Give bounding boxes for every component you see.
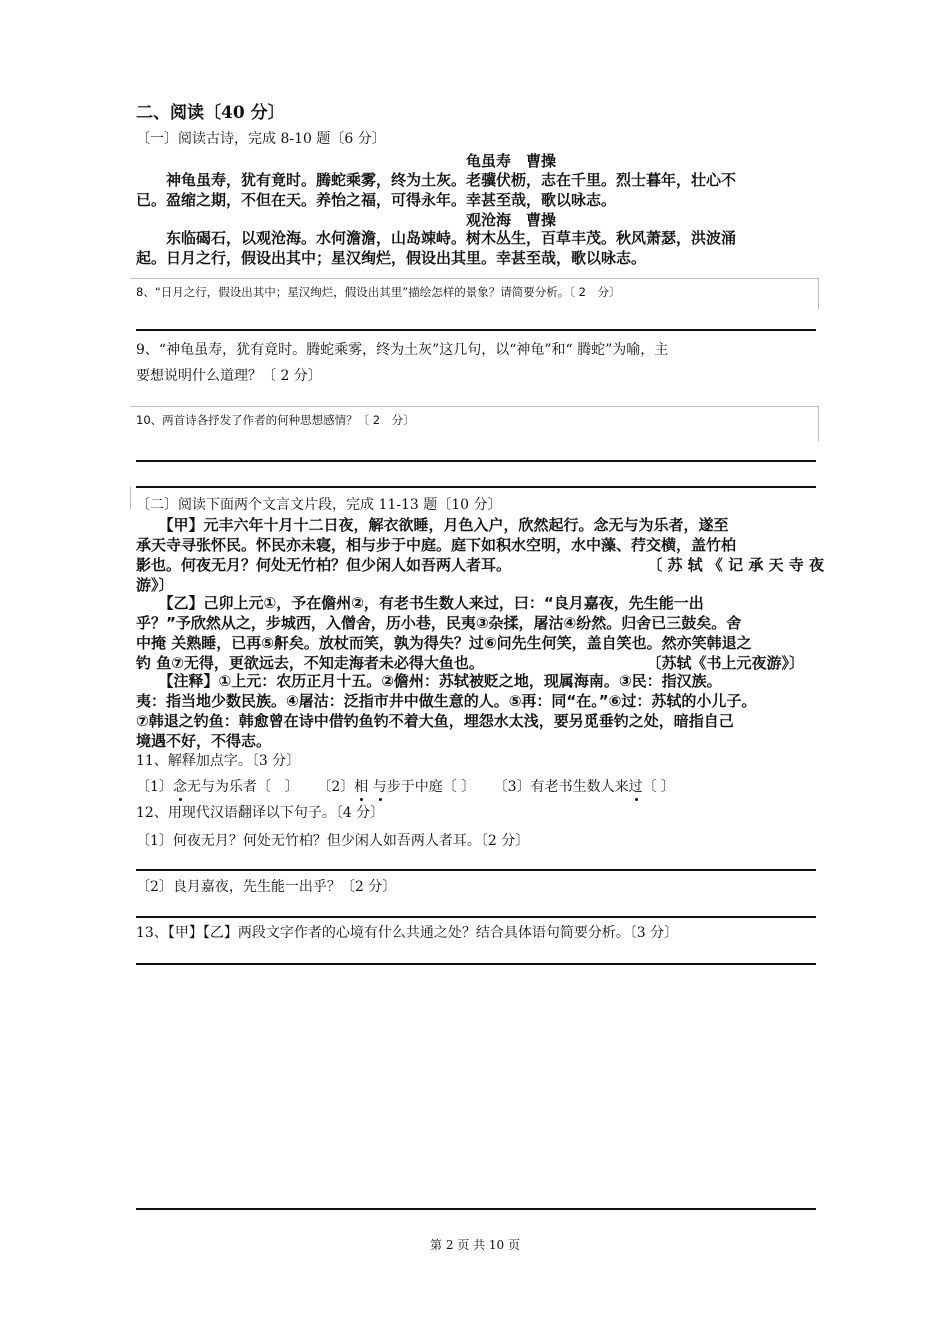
poem2-line: 起。日月之行，假设出其中；星汉绚烂，假设出其里。幸甚至哉，歌以咏志。	[136, 249, 647, 267]
passage-jia-line	[136, 555, 824, 575]
q11-item-1-text: 无与为乐者〔 〕	[186, 779, 299, 795]
passage-yi-text: 钓 鱼⑦无得，更欲远去，不知走海者未必得大鱼也。	[136, 654, 484, 672]
q11-item-2-prefix: 〔2〕	[317, 779, 355, 795]
part2-frame	[130, 487, 131, 509]
passage-yi-source: 〔苏轼《书上元夜游》〕	[646, 654, 804, 672]
passage-jia-source: 〔 苏 轼 《 记 承 天 寺 夜	[647, 556, 824, 574]
question-12: 12、用现代汉语翻译以下句子。〔4 分〕	[136, 805, 385, 821]
notes-line: ⑦韩退之钓鱼：韩愈曾在诗中借钓鱼钓不着大鱼，埋怨水太浅，要另觅垂钓之处，暗指自己	[136, 712, 734, 730]
page-number: 第 2 页 共 10 页	[430, 1238, 520, 1252]
question-11-items	[136, 774, 816, 800]
passage-yi-line: 中掩 关熟睡，已再⑤鼾矣。放杖而笑，孰为得失？过⑥问先生何笑，盖自笑也。然亦笑韩退之	[136, 634, 752, 652]
part2-heading: 〔二〕阅读下面两个文言文片段，完成 11-13 题〔10 分〕	[136, 497, 502, 513]
answer-line-q13[interactable]	[136, 963, 816, 965]
answer-line-q12-1[interactable]	[136, 869, 816, 871]
passage-jia-line: 游》〕	[136, 576, 174, 594]
question-9	[136, 337, 816, 389]
q11-dotted-char: 相	[354, 779, 369, 795]
q11-item-3-prefix: 〔3〕有老书生数人来	[493, 779, 629, 795]
q11-item-3-text: 〔 〕	[642, 779, 676, 795]
poem2-line: 东临碣石，以观沧海。水何澹澹，山岛竦峙。树木丛生，百草丰茂。秋风萧瑟，洪波涌	[166, 229, 737, 247]
section-title: 二、阅读〔40 分〕	[136, 103, 285, 123]
passage-jia-text: 影也。何夜无月？何处无竹柏？但少闲人如吾两人者耳。	[136, 556, 512, 574]
notes-line: 境遇不好，不得志。	[136, 732, 272, 750]
question-9-line: 要想说明什么道理？〔 2 分〕	[136, 368, 322, 384]
question-10: 10、两首诗各抒发了作者的何种思想感情？〔 2 分〕	[136, 413, 415, 427]
poem1-title: 龟虽寿 曹操	[465, 152, 556, 170]
notes-line: 【注释】①上元：农历正月十五。②儋州：苏轼被贬之地，现属海南。③民：指汉族。	[136, 672, 722, 690]
q11-item-3[interactable]	[494, 779, 675, 795]
passage-yi	[136, 593, 824, 673]
poem2-title: 观沧海 曹操	[465, 211, 556, 229]
question-11: 11、解释加点字。〔3 分〕	[136, 753, 301, 769]
question-9-line: 9、“神龟虽寿，犹有竟时。腾蛇乘雾，终为土灰”这几句，以“神龟”和“ 腾蛇”为喻，主	[136, 342, 669, 358]
passage-jia-line: 【甲】元丰六年十月十二日夜，解衣欲睡，月色入户，欣然起行。念无与为乐者，遂至	[136, 516, 729, 534]
passage-yi-line: 乎？”予欣然从之，步城西，入僧舍，历小巷，民夷③杂揉，屠沽④纷然。归舍已三鼓矣。舍	[136, 614, 742, 632]
question-12-2: 〔2〕良月嘉夜，先生能一出乎？〔2 分〕	[136, 879, 397, 895]
poem2-body	[136, 228, 836, 268]
poem1-line: 已。盈缩之期，不但在天。养怡之福，可得永年。幸甚至哉，歌以咏志。	[136, 191, 617, 209]
notes-line: 夷：指当地少数民族。④屠沽：泛指市井中做生意的人。⑤再：同“在。”⑥过：苏轼的小儿子。	[136, 692, 757, 710]
q11-item-2[interactable]	[317, 779, 479, 795]
passage-jia-line: 承天寺寻张怀民。怀民亦未寝，相与步于中庭。庭下如积水空明，水中藻、荇交横，盖竹柏	[136, 536, 737, 554]
answer-line-q12-2[interactable]	[136, 916, 816, 918]
answer-line-q10-2[interactable]	[136, 486, 816, 488]
passage-yi-line	[136, 653, 824, 673]
answer-line-q8[interactable]	[136, 329, 816, 331]
notes	[136, 671, 824, 751]
q11-dotted-char: 过	[628, 779, 643, 795]
q11-item-2-text: 步于中庭〔 〕	[386, 779, 476, 795]
q11-dotted-char: 念	[172, 779, 187, 795]
poem1-line: 神龟虽寿，犹有竟时。腾蛇乘雾，终为土灰。老骥伏枥，志在千里。烈士暮年，壮心不	[166, 171, 737, 189]
passage-yi-line: 【乙】己卯上元①，予在儋州②，有老书生数人来过，曰：“良月嘉夜，先生能一出	[136, 594, 704, 612]
poem1-body	[136, 170, 836, 210]
q11-item-1-prefix: 〔1〕	[136, 779, 173, 795]
question-12-1: 〔1〕何夜无月？何处无竹柏？但少闲人如吾两人者耳。〔2 分〕	[136, 833, 530, 849]
part1-heading: 〔一〕阅读古诗，完成 8-10 题〔6 分〕	[136, 131, 386, 147]
question-8: 8、“日月之行，假设出其中；星汉绚烂，假设出其里”描绘怎样的景象？请简要分析。〔 2 分〕	[136, 285, 621, 299]
q11-item-1[interactable]	[136, 779, 303, 795]
question-13: 13、【甲】【乙】两段文字作者的心境有什么共通之处？结合具体语句简要分析。〔3 分〕	[136, 925, 679, 941]
footer-rule	[136, 1208, 816, 1210]
answer-line-q10[interactable]	[136, 460, 816, 462]
q11-dotted-char: 与	[372, 779, 387, 795]
passage-jia	[136, 515, 824, 595]
